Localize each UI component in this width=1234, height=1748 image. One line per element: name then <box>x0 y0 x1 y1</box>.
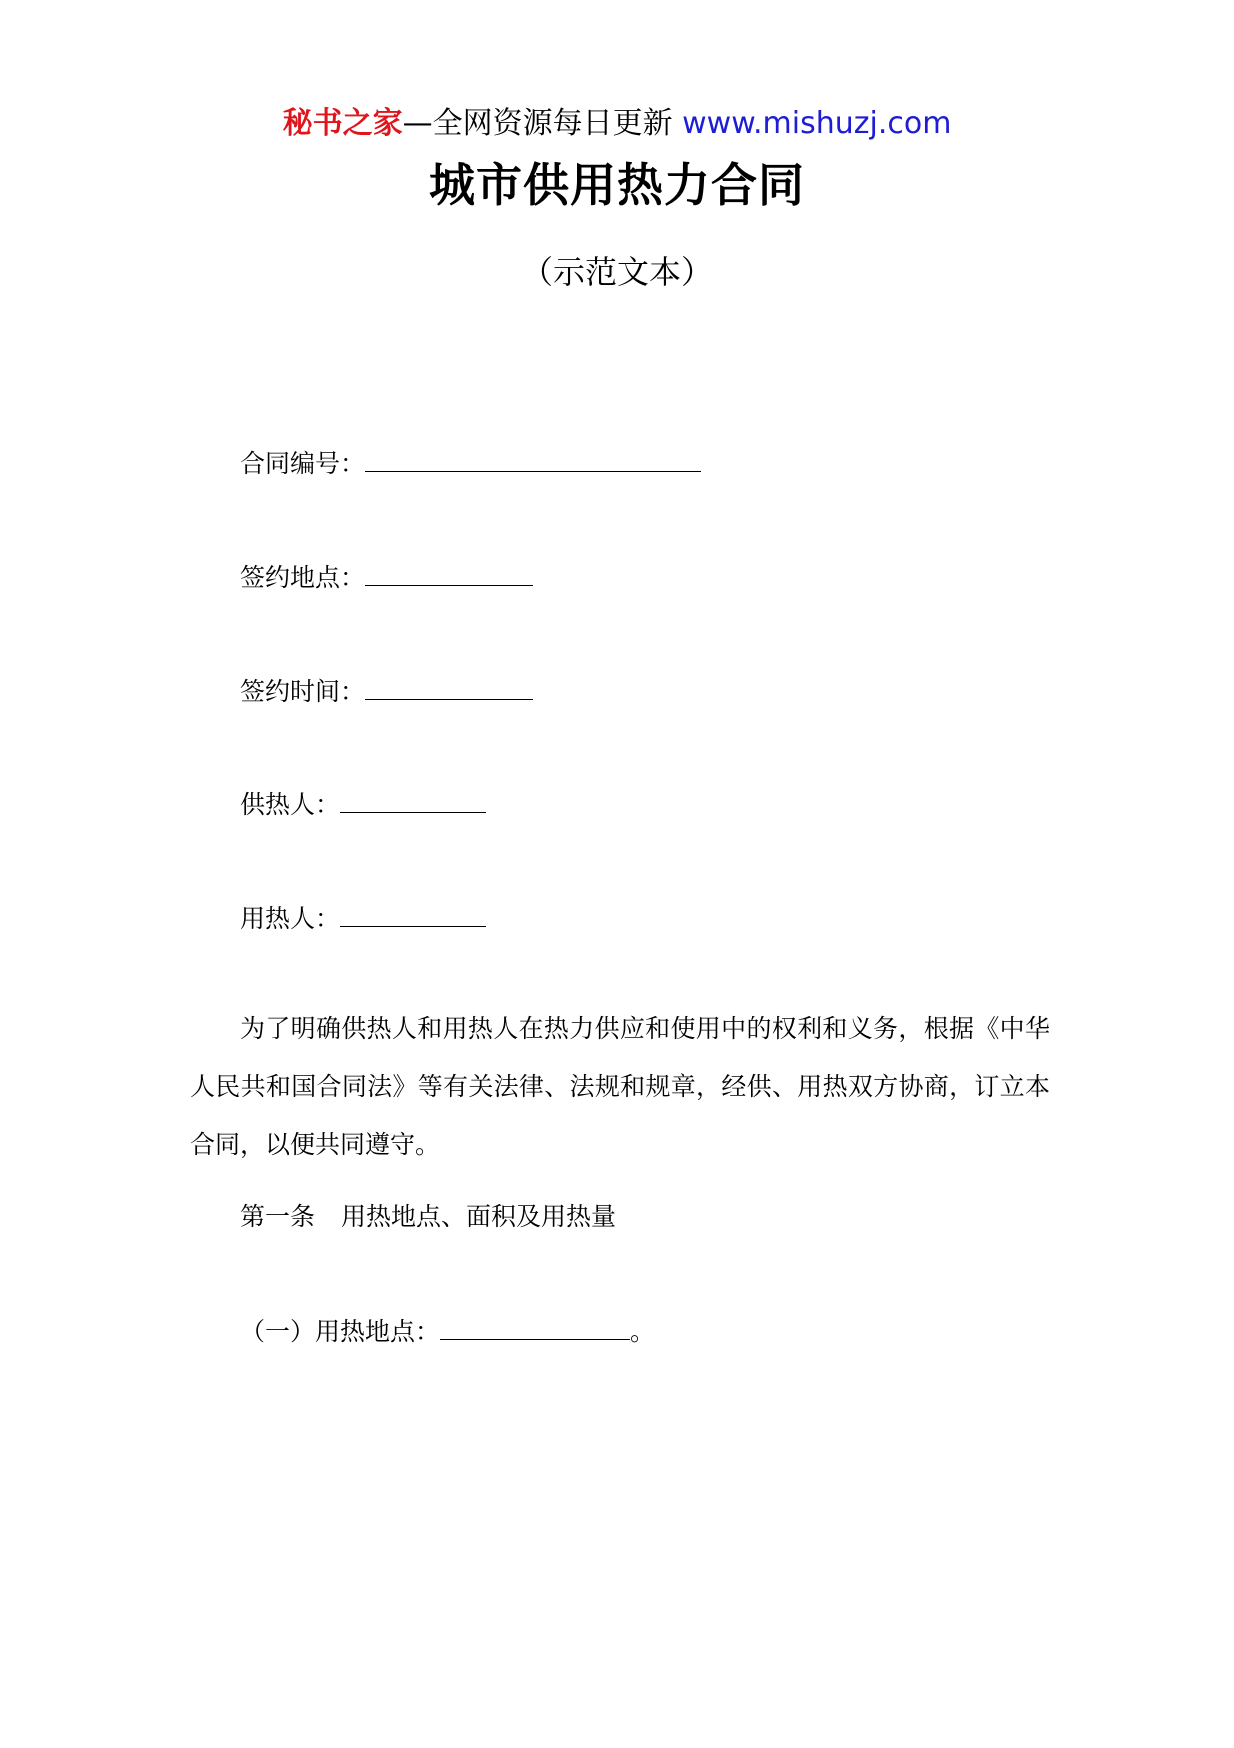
document-title: 城市供用热力合同 <box>429 158 805 212</box>
heat-user-label: 用热人： <box>240 904 341 933</box>
article-1-heading <box>240 1197 616 1237</box>
item-1-line <box>240 1311 655 1352</box>
heat-user-field <box>240 898 486 939</box>
brand-name: 秘书之家 <box>282 106 403 141</box>
item-1-suffix: 。 <box>630 1317 656 1346</box>
document-subtitle: （示范文本） <box>520 253 713 291</box>
contract-number-field <box>240 443 701 484</box>
article-1-number: 第一条 <box>240 1202 316 1231</box>
sign-time-blank <box>365 671 533 700</box>
sign-place-label: 签约地点： <box>240 563 366 592</box>
heat-supplier-blank <box>340 784 486 813</box>
contract-number-blank <box>365 443 701 472</box>
heat-supplier-field <box>240 784 486 825</box>
site-banner <box>0 98 1234 150</box>
site-url-link[interactable]: www.mishuzj.com <box>682 106 952 141</box>
preamble-paragraph: 为了明确供热人和用热人在热力供应和使用中的权利和义务，根据《中华人民共和国合同法》等有关法律、法规和规章，经供、用热双方协商，订立本合同，以便共同遵守。 <box>190 1014 1050 1159</box>
item-1-label: （一）用热地点： <box>240 1317 441 1346</box>
contract-number-label: 合同编号： <box>240 449 366 478</box>
sign-time-label: 签约时间： <box>240 677 366 706</box>
sign-time-field <box>240 671 533 712</box>
sign-place-field <box>240 557 533 598</box>
heat-user-blank <box>340 898 486 927</box>
article-1-title: 用热地点、面积及用热量 <box>341 1202 617 1231</box>
sign-place-blank <box>365 557 533 586</box>
item-1-blank <box>440 1311 630 1340</box>
banner-tagline: —全网资源每日更新 <box>402 106 683 141</box>
heat-supplier-label: 供热人： <box>240 790 341 819</box>
